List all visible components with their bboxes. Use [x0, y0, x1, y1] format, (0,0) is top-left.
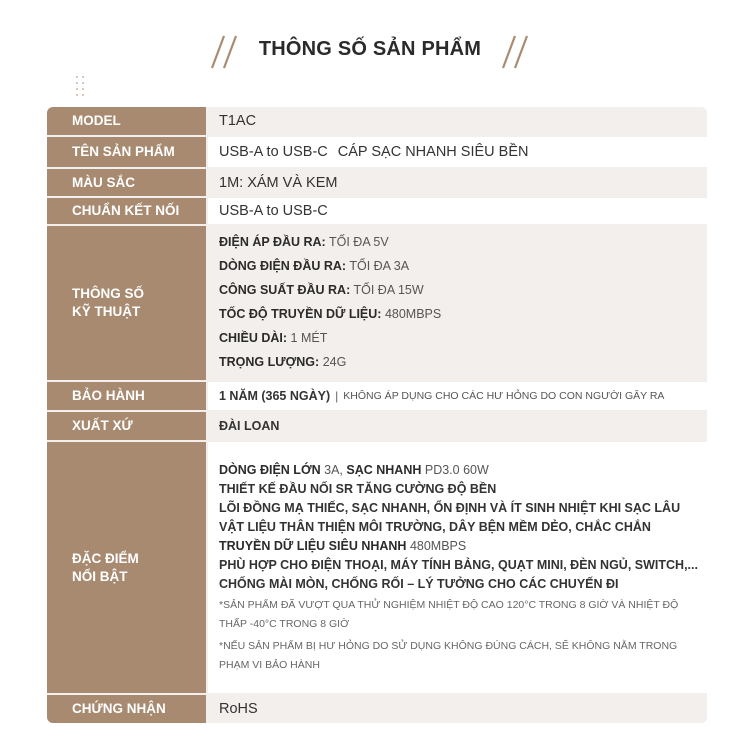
row-label: CHUẨN KẾT NỐI: [47, 198, 206, 224]
feature-item: LÕI ĐỒNG MẠ THIẾC, SẠC NHANH, ỔN ĐỊNH VÀ ÍT SINH NHIỆT KHI SẠC LÂU: [219, 501, 681, 515]
feature-note: *NẾU SẢN PHẨM BỊ HƯ HỎNG DO SỬ DỤNG KHÔNG ĐÚNG CÁCH, SẼ KHÔNG NẰM TRONG: [219, 640, 678, 652]
table-row-cert: [47, 695, 707, 723]
spec-item: CÔNG SUẤT ĐẦU RA: TỐI ĐA 15W: [219, 283, 424, 297]
table-row-name: [47, 137, 707, 167]
row-label: MÀU SẮC: [47, 169, 206, 196]
spec-table: [47, 107, 707, 723]
row-label-line: THÔNG SỐ: [72, 286, 145, 301]
page-title: THÔNG SỐ SẢN PHẨM: [258, 38, 482, 60]
name-description: CÁP SẠC NHANH SIÊU BỀN: [337, 144, 529, 160]
row-value: RoHS: [208, 695, 707, 723]
decorative-dots-icon: [74, 76, 88, 100]
decorative-slash-icon: [210, 32, 250, 72]
row-label: [47, 226, 206, 380]
table-row-color: [47, 169, 707, 196]
feature-item: CHỐNG MÀI MÒN, CHỐNG RỐI – LÝ TƯỞNG CHO CÁC CHUYẾN ĐI: [219, 577, 619, 591]
row-label: MODEL: [47, 107, 206, 135]
feature-note: THẤP -40°C TRONG 8 GIỜ: [219, 618, 350, 630]
separator: |: [335, 389, 339, 403]
row-value: T1AC: [208, 107, 707, 135]
spec-item: TRỌNG LƯỢNG: 24G: [219, 355, 347, 369]
row-value: [208, 442, 707, 693]
spec-item: ĐIỆN ÁP ĐẦU RA: TỐI ĐA 5V: [219, 235, 389, 249]
row-value: USB-A to USB-C: [208, 198, 707, 224]
row-value: [208, 382, 707, 410]
row-label-line: NỔI BẬT: [72, 568, 128, 584]
origin-value: ĐÀI LOAN: [219, 419, 280, 433]
feature-item: PHÙ HỢP CHO ĐIỆN THOẠI, MÁY TÍNH BẢNG, QUẠT MINI, ĐÈN NGỦ, SWITCH,...: [219, 558, 698, 572]
feature-item: THIẾT KẾ ĐẦU NỐI SR TĂNG CƯỜNG ĐỘ BỀN: [219, 482, 497, 496]
table-row-warranty: [47, 382, 707, 410]
table-row-specs: [47, 226, 707, 380]
page-header: [0, 32, 750, 72]
feature-item: TRUYỀN DỮ LIỆU SIÊU NHANH 480MBPS: [219, 539, 467, 553]
row-label: CHỨNG NHẬN: [47, 695, 206, 723]
row-value: [208, 226, 707, 380]
table-row-connector: [47, 198, 707, 224]
row-label: BẢO HÀNH: [47, 382, 206, 410]
feature-item: DÒNG ĐIỆN LỚN 3A, SẠC NHANH PD3.0 60W: [219, 463, 489, 477]
feature-note: PHẠM VI BẢO HÀNH: [219, 659, 320, 671]
row-value: [208, 137, 707, 167]
feature-item: VẬT LIỆU THÂN THIỆN MÔI TRƯỜNG, DÂY BỆN MỀM DẺO, CHẮC CHẮN: [219, 520, 651, 534]
table-row-features: [47, 442, 707, 693]
decorative-slash-icon: [493, 32, 533, 72]
row-label: [47, 442, 206, 693]
spec-item: CHIỀU DÀI: 1 MÉT: [219, 331, 328, 345]
table-row-model: [47, 107, 707, 135]
feature-note: *SẢN PHẨM ĐÃ VƯỢT QUA THỬ NGHIỆM NHIỆT ĐỘ CAO 120°C TRONG 8 GIỜ VÀ NHIỆT ĐỘ: [219, 599, 679, 611]
row-value: 1M: XÁM VÀ KEM: [208, 169, 707, 196]
name-connector: USB-A to USB-C: [219, 144, 328, 160]
spec-item: TỐC ĐỘ TRUYỀN DỮ LIỆU: 480MBPS: [219, 307, 442, 321]
warranty-period: 1 NĂM (365 NGÀY): [219, 389, 331, 403]
warranty-note: KHÔNG ÁP DỤNG CHO CÁC HƯ HỎNG DO CON NGƯỜI GÂY RA: [343, 390, 665, 402]
row-label: XUẤT XỨ: [47, 412, 206, 440]
row-value: [208, 412, 707, 440]
row-label-line: KỸ THUẬT: [72, 304, 141, 319]
row-label: TÊN SẢN PHẨM: [47, 137, 206, 167]
spec-item: DÒNG ĐIỆN ĐẦU RA: TỐI ĐA 3A: [219, 259, 410, 273]
row-label-line: ĐẶC ĐIỂM: [72, 550, 139, 566]
table-row-origin: [47, 412, 707, 440]
